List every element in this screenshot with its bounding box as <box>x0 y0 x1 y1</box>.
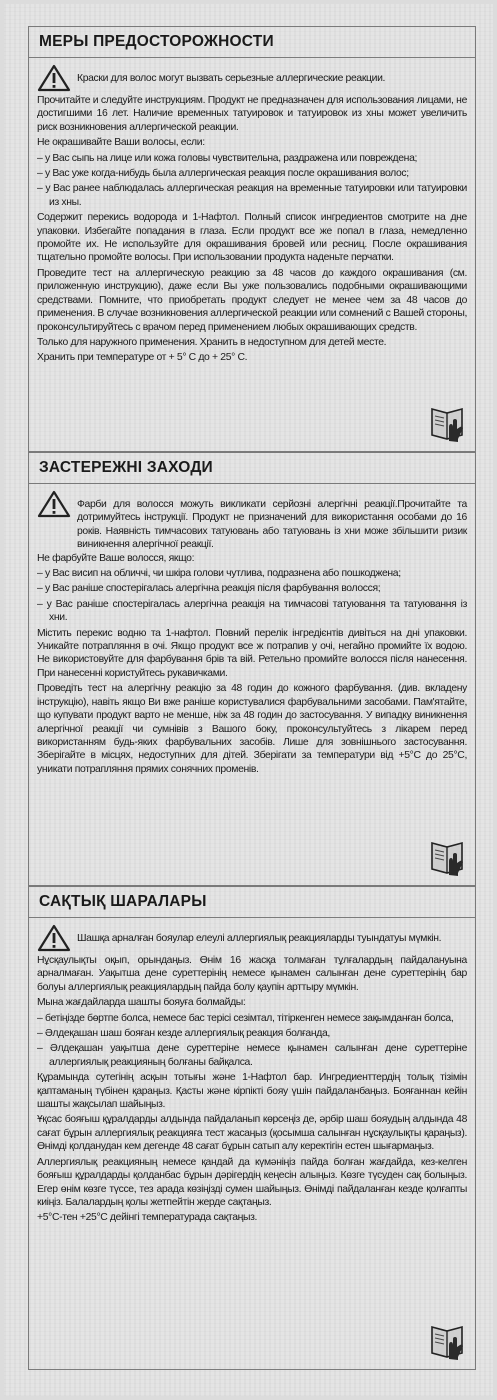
section-title: САҚТЫҚ ШАРАЛАРЫ <box>29 887 475 918</box>
paragraph: Содержит перекись водорода и 1-Нафтол. Полный список ингредиентов смотрите на дне упаковки. Избегайте попадания в глаза. Если продукт все же попал в глаза, немедленно промойте их. Не используйте для окрашивания бровей или ресниц. После окрашивания тщательно промойте волосы. При использовании продукта наденьте перчатки. <box>37 212 467 264</box>
paragraph: Ұқсас бояғыш құралдарды алдында пайдаланып көрсеңіз де, әрбір шаш бояудың алдында 48 сағат бұрын аллергиялық реакцияға тест жасаңыз (қосымша салынған нұсқаулықты қараңыз). Өнімді қолданудан кем дегенде 48 сағат бұрын сатып алу керектігін естен шығармаңыз. <box>37 1114 467 1153</box>
list-item: – бетіңізде бөртпе болса, немесе бас терісі сезімтал, тітіркенген немесе зақымданған болса, <box>37 1012 454 1024</box>
section-ukrainian <box>28 452 476 886</box>
paragraph: Проведите тест на аллергическую реакцию за 48 часов до каждого окрашивания (см. приложенную инструкцию), даже если Вы уже пользовались подобными окрашивающими средствами. Помните, что приобретать продукт следует не менее чем за 48 часов до применения. В случае возникновения аллергической реакции или сомнений с Вашей стороны, проконсультируйтесь с врачом перед применением любых окрашивающих средств. <box>37 267 467 333</box>
paragraph: Не окрашивайте Ваши волосы, если: <box>37 137 205 149</box>
list-item: – Әлдеқашан шаш бояған кезде аллергиялық реакция болғанда, <box>37 1028 330 1040</box>
paragraph: Хранить при температуре от + 5° С до + 25° С. <box>37 352 248 364</box>
paragraph: +5°С-тен +25°С дейінгі температурада сақтаңыз. <box>37 1212 258 1224</box>
paragraph: Не фарбуйте Ваше волосся, якщо: <box>37 552 195 564</box>
section-body <box>29 484 475 782</box>
section-kazakh <box>28 886 476 1370</box>
section-title: ЗАСТЕРЕЖНІ ЗАХОДИ <box>29 453 475 484</box>
warning-text: Краски для волос могут вызвать серьезные аллергические реакции. <box>77 73 386 84</box>
list-item: – у Вас раніше спостерігалась алергічна реакція на тимчасові татуювання та татуювання із хни. <box>37 598 467 624</box>
section-russian <box>28 26 476 452</box>
warning-row <box>37 64 467 94</box>
paragraph: Мына жағдайларда шашты бояуға болмайды: <box>37 997 246 1009</box>
paragraph: Только для наружного применения. Хранить в недоступном для детей месте. <box>37 336 387 348</box>
warning-row <box>37 490 467 552</box>
paragraph: Прочитайте и следуйте инструкциям. Продукт не предназначен для использования лицами, не достигшими 16 лет. Наличие временных татуировок и татуировок из хны может увеличить риск возникновения аллергической реакции. <box>37 95 467 133</box>
warning-triangle-icon <box>37 924 71 952</box>
list-item: – у Вас висип на обличчі, чи шкіра голови чутлива, подразнена або пошкоджена; <box>37 568 401 580</box>
warning-text: Фарби для волосся можуть викликати серйозні алергічні реакції.Прочитайте та дотримуйтесь інструкції. Продукт не призначений для використання особами до 16 років. Наявність тимчасових татуювань або татуювань із хни може збільшити ризик виникнення алергічної реакції. <box>77 499 467 551</box>
warning-triangle-icon <box>37 64 71 92</box>
warning-triangle-icon <box>37 490 71 518</box>
read-manual-hand-icon <box>429 839 465 877</box>
section-title: МЕРЫ ПРЕДОСТОРОЖНОСТИ <box>29 27 475 58</box>
warning-row <box>37 924 467 954</box>
paragraph: Нұсқаулықты оқып, орындаңыз. Өнім 16 жасқа толмаған тұлғалардың пайдалануына арналмаған. Уақытша дене суреттерінің немесе қынамен салынған дене суреттерінің бар болуы аллергиялық реакциялардың пайда болу қаупін арттыру мүмкін. <box>37 955 467 993</box>
list-item: – у Вас ранее наблюдалась аллергическая реакция на временные татуировки или татуировки из хны. <box>37 183 467 208</box>
read-manual-hand-icon <box>429 1323 465 1361</box>
section-body <box>29 58 475 371</box>
precautions-leaflet <box>4 4 493 1396</box>
list-item: – у Вас раніше спостерігалась алергічна реакція після фарбування волосся; <box>37 583 381 595</box>
paragraph: Құрамында сутегінің асқын тотығы және 1-Нафтол бар. Ингредиенттердің толық тізімін қаптаманың түбінен қараңыз. Қасты және кірпікті бояу үшін пайдаланбаңыз. Бояғаннан кейін шашты жақсылап шайыңыз. <box>37 1072 467 1111</box>
paragraph: Проведіть тест на алергічну реакцію за 48 годин до кожного фарбування. (див. вкладену інструкцію), навіть якщо Ви вже раніше користувалися фарбувальними засобами. Пам'ятайте, що купувати продукт варто не менше, ніж за 48 годин до застосування. У випадку виникнення алергічної реакції чи сумнівів з Вашого боку, проконсультуйтесь з лікарем перед використанням будь-яких фарбувальних засобів. Лише для зовнішнього застосування. Зберігайте в місцях, недоступних для дітей. Зберігати за температури від +5°С до 25°С, уникати потрапляння прямих сонячних променів. <box>37 683 467 775</box>
list-item: – у Вас сыпь на лице или кожа головы чувствительна, раздражена или повреждена; <box>37 152 418 164</box>
paragraph: Аллергиялық реакцияның немесе қандай да күмәніңіз пайда болған жағдайда, кез-келген бояғыш құралдарды қолданбас бұрын дәрігердің кеңесін алыңыз. Көзге түсуден сақ болыңыз. Егер өнім көзге түссе, тез арада көзіңізді сумен шайыңыз. Өнімді пайдаланған кезде қолғапты киіңіз. Балалардың қолы жетпейтін жерде сақтаңыз. <box>37 1156 467 1208</box>
section-body <box>29 918 475 1231</box>
warning-text: Шашқа арналған бояулар елеулі аллергиялық реакцияларды туындатуы мүмкін. <box>77 933 442 944</box>
list-item: – у Вас уже когда-нибудь была аллергическая реакция после окрашивания волос; <box>37 168 409 180</box>
list-item: – Әлдеқашан уақытша дене суреттеріне немесе қынамен салынған дене суреттеріне аллергиялық реакцияның болғаны байқалса. <box>37 1043 467 1068</box>
paragraph: Містить перекис водню та 1-нафтол. Повний перелік інгредієнтів дивіться на дні упаковки. Уникайте потрапляння в очі. Якщо продукт все ж потрапив у очі, негайно промийте їх водою. Не використовуйте для фарбування брів та вій. Ретельно промийте волосся після нанесення. При нанесенні користуйтесь рукавичками. <box>37 627 467 679</box>
read-manual-hand-icon <box>429 405 465 443</box>
